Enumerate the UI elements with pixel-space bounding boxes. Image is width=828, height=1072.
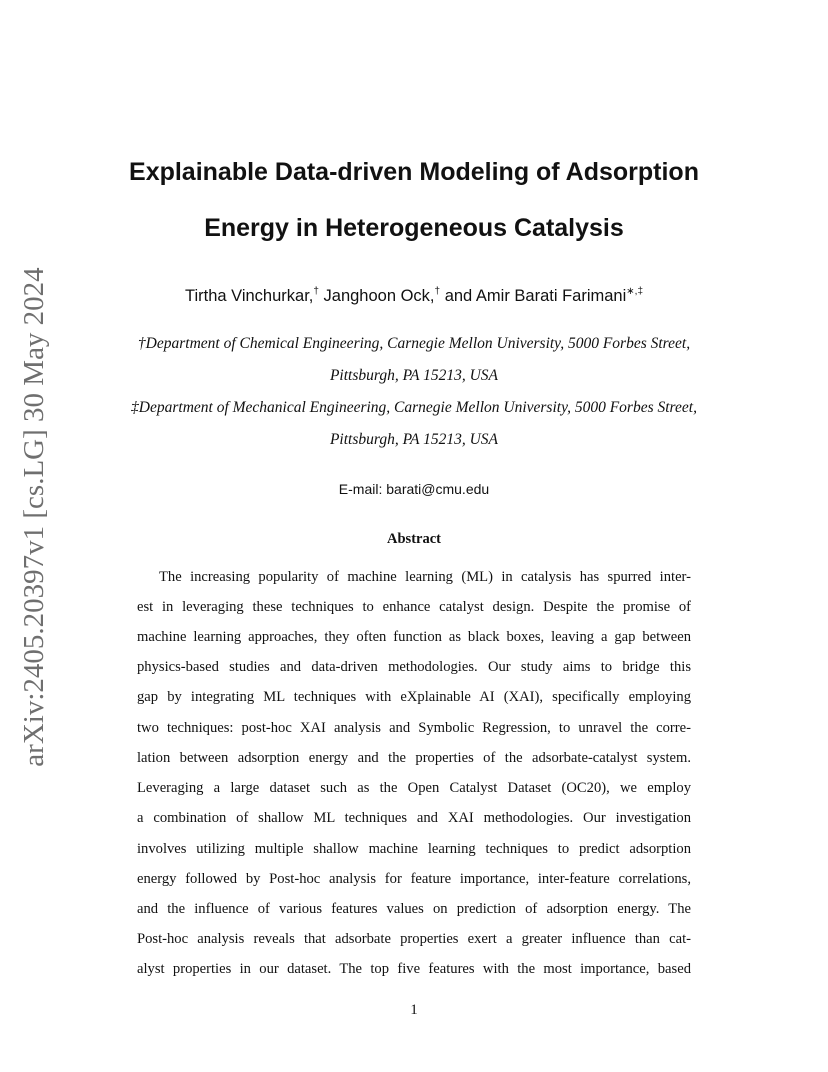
abstract-line: energy followed by Post-hoc analysis for feature importance, inter-feature correlations,: [137, 871, 691, 887]
abstract-line: est in leveraging these techniques to enhance catalyst design. Despite the promise of: [137, 599, 691, 615]
abstract-line: The increasing popularity of machine learning (ML) in catalysis has spurred inter-: [159, 569, 691, 585]
affiliation-line: ‡Department of Mechanical Engineering, Carnegie Mellon University, 5000 Forbes Street,: [131, 399, 697, 416]
author-name: Janghoon Ock,: [323, 287, 435, 305]
affiliation-line: Pittsburgh, PA 15213, USA: [329, 367, 499, 384]
page-number: 1: [410, 1002, 418, 1018]
abstract-line: lation between adsorption energy and the properties of the adsorbate-catalyst system.: [137, 750, 691, 766]
author-list: [60, 284, 768, 308]
abstract-line: two techniques: post-hoc XAI analysis and Symbolic Regression, to unravel the corre-: [137, 720, 691, 736]
affiliation-mark: †: [434, 286, 441, 297]
author-connector: and: [444, 287, 473, 305]
abstract-line: physics-based studies and data-driven methodologies. Our study aims to bridge this: [137, 659, 691, 675]
affiliation-mark: †: [313, 286, 319, 297]
paper-title-line-1: Explainable Data-driven Modeling of Adsorption: [129, 158, 699, 186]
affiliation-mark: ∗,‡: [626, 286, 643, 297]
paper-title-line-2: Energy in Heterogeneous Catalysis: [204, 214, 624, 242]
abstract-line: Post-hoc analysis reveals that adsorbate properties exert a greater influence than cat-: [137, 931, 691, 947]
affiliation-line: †Department of Chemical Engineering, Carnegie Mellon University, 5000 Forbes Street,: [137, 335, 691, 352]
abstract-line: involves utilizing multiple shallow machine learning techniques to predict adsorption: [137, 841, 691, 857]
author-name: Tirtha Vinchurkar,: [184, 287, 314, 305]
abstract-line: Leveraging a large dataset such as the Open Catalyst Dataset (OC20), we employ: [137, 780, 691, 796]
abstract-heading: Abstract: [387, 531, 441, 547]
arxiv-identifier: arXiv:2405.20397v1 [cs.LG] 30 May 2024: [18, 267, 50, 767]
abstract-line: a combination of shallow ML techniques and XAI methodologies. Our investigation: [137, 810, 691, 826]
author-name: Amir Barati Farimani: [475, 287, 627, 305]
abstract-line: machine learning approaches, they often function as black boxes, leaving a gap between: [137, 629, 691, 645]
abstract-line: gap by integrating ML techniques with eXplainable AI (XAI), specifically employing: [137, 689, 691, 705]
contact-email: E-mail: barati@cmu.edu: [338, 481, 490, 497]
abstract-line: and the influence of various features values on prediction of adsorption energy. The: [137, 901, 691, 917]
abstract-line: alyst properties in our dataset. The top five features with the most importance, based: [137, 961, 691, 977]
affiliation-line: Pittsburgh, PA 15213, USA: [329, 431, 499, 448]
